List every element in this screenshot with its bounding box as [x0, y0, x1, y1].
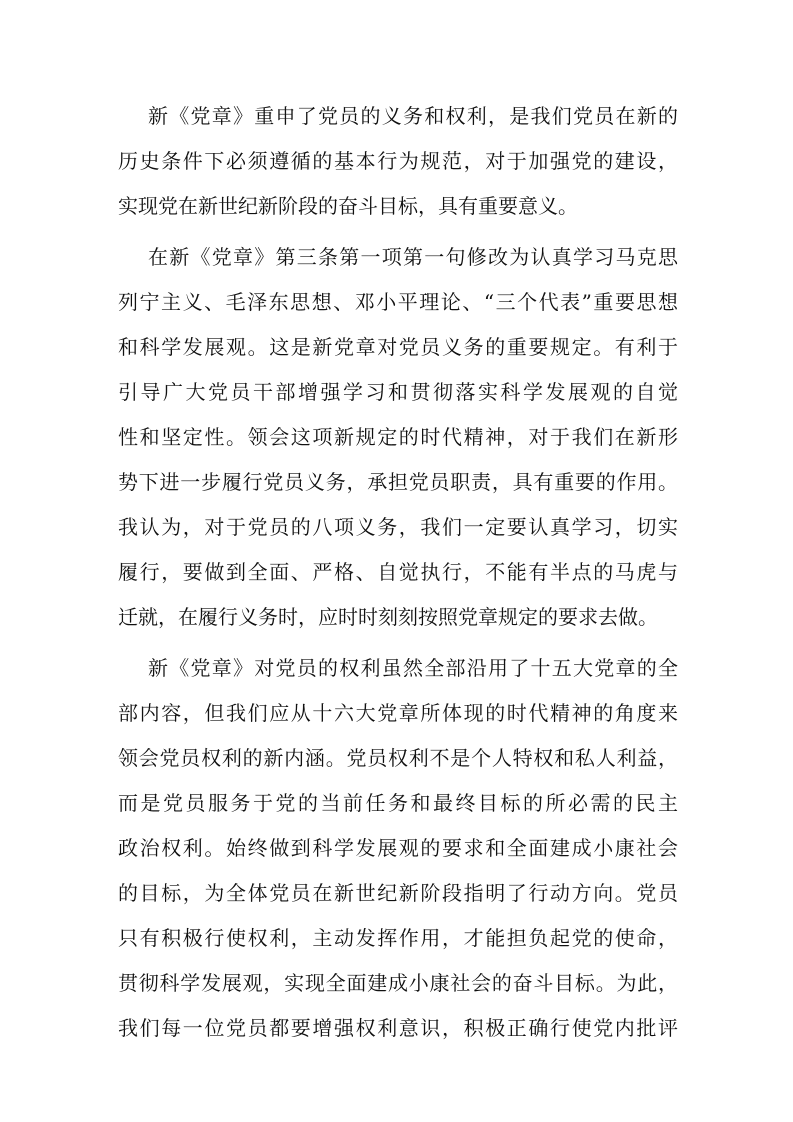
paragraph-line: 政治权利。始终做到科学发展观的要求和全面建成小康社会	[118, 836, 678, 860]
paragraph-line: 贯彻科学发展观，实现全面建成小康社会的奋斗目标。为此，	[118, 971, 678, 995]
paragraph-line: 势下进一步履行党员义务，承担党员职责，具有重要的作用。	[118, 470, 678, 494]
paragraph-line: 部内容，但我们应从十六大党章所体现的时代精神的角度来	[118, 701, 678, 725]
paragraph-line: 引导广大党员干部增强学习和贯彻落实科学发展观的自觉	[118, 380, 678, 404]
paragraph-line: 履行，要做到全面、严格、自觉执行，不能有半点的马虎与	[118, 560, 678, 584]
paragraph-line: 我们每一位党员都要增强权利意识，积极正确行使党内批评	[118, 1016, 678, 1040]
paragraph-line: 新《党章》对党员的权利虽然全部沿用了十五大党章的全	[148, 656, 678, 680]
paragraph-line: 列宁主义、毛泽东思想、邓小平理论、“三个代表”重要思想	[118, 290, 678, 314]
paragraph-line: 实现党在新世纪新阶段的奋斗目标，具有重要意义。	[118, 194, 578, 218]
paragraph-line: 迁就，在履行义务时，应时时刻刻按照党章规定的要求去做。	[118, 605, 658, 629]
paragraph-line: 历史条件下必须遵循的基本行为规范，对于加强党的建设，	[118, 149, 678, 173]
paragraph-line: 而是党员服务于党的当前任务和最终目标的所必需的民主	[118, 791, 678, 815]
paragraph-line: 和科学发展观。这是新党章对党员义务的重要规定。有利于	[118, 335, 678, 359]
paragraph-line: 性和坚定性。领会这项新规定的时代精神，对于我们在新形	[118, 425, 678, 449]
paragraph-line: 只有积极行使权利，主动发挥作用，才能担负起党的使命，	[118, 926, 678, 950]
paragraph-line: 的目标，为全体党员在新世纪新阶段指明了行动方向。党员	[118, 881, 678, 905]
paragraph-line: 新《党章》重申了党员的义务和权利，是我们党员在新的	[148, 104, 678, 128]
paragraph-line: 我认为，对于党员的八项义务，我们一定要认真学习，切实	[118, 515, 678, 539]
paragraph-line: 领会党员权利的新内涵。党员权利不是个人特权和私人利益，	[118, 746, 678, 770]
paragraph-line: 在新《党章》第三条第一项第一句修改为认真学习马克思	[148, 245, 678, 269]
